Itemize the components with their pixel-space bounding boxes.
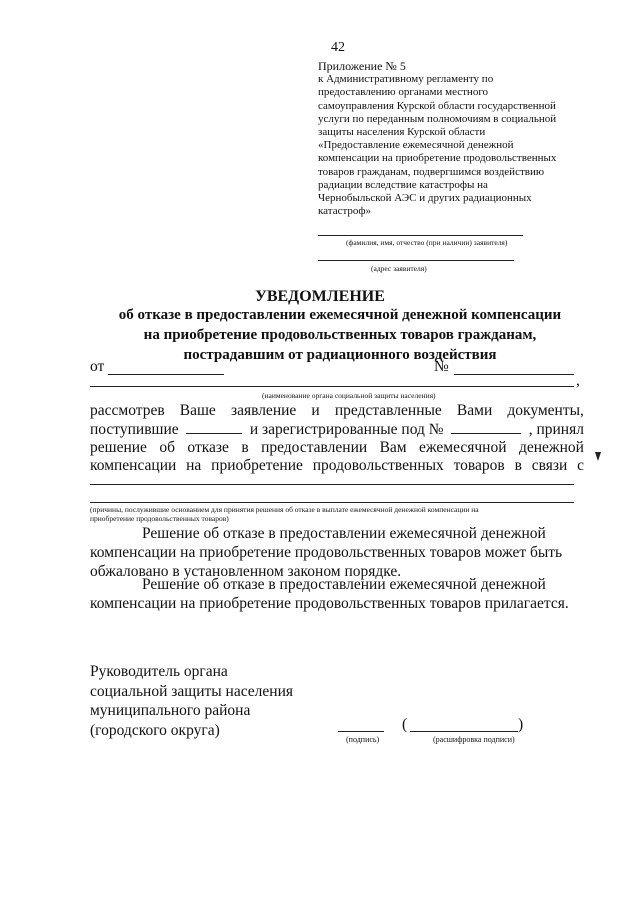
appendix-line: катастроф»	[318, 205, 372, 218]
subtitle-line: на приобретение продовольственных товаров гражданам,	[143, 327, 537, 343]
appendix-line: радиации вследствие катастрофы на	[318, 178, 488, 191]
reasons-caption	[90, 505, 479, 523]
body-word: предоставлении	[261, 439, 368, 456]
body-word: Вами	[456, 402, 493, 419]
body-word: Вам	[379, 439, 407, 456]
paragraph-line: компенсации на приобретение продовольственных товаров прилагается.	[90, 595, 569, 612]
body-word: товаров	[453, 457, 505, 474]
body-word: , принял	[528, 421, 584, 438]
subtitle-line: пострадавшим от радиационного воздействия	[183, 347, 497, 363]
reasons-field-2	[90, 502, 574, 503]
margin-marker-icon	[595, 452, 601, 461]
appendix-line: защиты населения Курской области	[318, 126, 486, 139]
appendix-line: самоуправления Курской области государственной	[318, 99, 556, 112]
body-word: решение	[90, 439, 147, 456]
body-word: с	[577, 457, 584, 474]
body-word: отказе	[187, 439, 229, 456]
close-paren: )	[518, 716, 524, 733]
signer-line: Руководитель органа	[90, 663, 228, 680]
body-word: приобретение	[211, 457, 303, 474]
registration-number-blank	[451, 421, 521, 434]
signer-line: (городского округа)	[90, 721, 220, 739]
date-field	[108, 374, 224, 375]
received-date-blank	[186, 421, 242, 434]
subtitle-line: об отказе в предоставлении ежемесячной денежной компенсации	[118, 307, 562, 323]
appendix-line: компенсации на приобретение продовольственных	[318, 152, 557, 165]
body-word: об	[159, 439, 175, 456]
page-number: 42	[331, 40, 345, 55]
body-word: продовольственных	[312, 457, 444, 474]
paragraph-line: компенсации на приобретение продовольственных товаров может быть	[90, 544, 563, 561]
body-line-4	[90, 457, 584, 475]
signer-line: муниципального района	[90, 702, 251, 719]
signer-line: социальной защиты населения	[90, 682, 294, 700]
decryption-caption: (расшифровка подписи)	[433, 735, 515, 744]
document-title: УВЕДОМЛЕНИЕ	[255, 288, 385, 305]
body-word: ежемесячной	[419, 439, 507, 456]
paragraph-line: Решение об отказе в предоставлении ежемесячной денежной	[142, 525, 546, 542]
body-word: в	[514, 457, 522, 474]
applicant-name-line	[318, 235, 523, 236]
appendix-title: Приложение № 5	[318, 59, 406, 73]
appeal-paragraph	[90, 524, 584, 581]
body-word: связи	[531, 457, 568, 474]
paragraph-line: Решение об отказе в предоставлении ежемесячной денежной	[142, 576, 546, 593]
appendix-line: товаров гражданам, подвергшимся воздействию	[318, 165, 545, 178]
reasons-caption-line: (причины, послужившие основанием для принятия решения об отказе в выплате ежемесячной денежной компенсации на	[90, 505, 479, 514]
signer-block	[90, 662, 293, 740]
body-word: представленные	[334, 402, 442, 419]
body-word: Ваше	[179, 402, 216, 419]
organization-caption: (наименование органа социальной защиты населения)	[262, 391, 436, 400]
body-line-3	[90, 439, 584, 457]
body-word: компенсации	[90, 457, 177, 474]
signature-caption: (подпись)	[346, 735, 380, 744]
attachment-paragraph	[90, 575, 584, 613]
body-line-1	[90, 402, 584, 420]
body-word: и зарегистрированные под №	[249, 421, 444, 438]
appendix-line: «Предоставление ежемесячной денежной	[318, 139, 514, 152]
body-word: поступившие	[90, 421, 179, 438]
body-word: на	[186, 457, 202, 474]
body-word: в	[241, 439, 249, 456]
from-label: от	[90, 358, 105, 375]
number-label: №	[434, 358, 449, 375]
organization-field	[90, 386, 574, 387]
reasons-caption-line: приобретение продовольственных товаров)	[90, 514, 229, 523]
organization-comma: ,	[576, 372, 580, 389]
signature-field	[338, 731, 384, 732]
body-word: рассмотрев	[90, 402, 165, 419]
applicant-name-caption: (фамилия, имя, отчество (при наличии) заявителя)	[346, 238, 508, 247]
decryption-field	[410, 731, 518, 732]
appendix-block	[318, 60, 588, 218]
number-field	[454, 374, 574, 375]
appendix-line: предоставлению органами местного	[318, 86, 489, 99]
appendix-line: Чернобыльской АЭС и других радиационных	[318, 192, 532, 205]
body-word: заявление	[230, 402, 297, 419]
applicant-address-line	[318, 260, 514, 261]
body-word: денежной	[518, 439, 584, 456]
body-line-2	[90, 421, 584, 439]
document-subtitle	[60, 305, 620, 365]
reasons-field-1	[90, 484, 574, 485]
appendix-line: к Административному регламенту по	[318, 73, 494, 86]
body-word: и	[311, 402, 320, 419]
body-word: документы,	[507, 402, 584, 419]
open-paren: (	[402, 716, 408, 733]
paragraph-line: обжаловано в установленном законом порядке.	[90, 563, 402, 580]
appendix-line: услуги по переданным полномочиям в социальной	[318, 112, 557, 125]
applicant-address-caption: (адрес заявителя)	[371, 264, 427, 273]
